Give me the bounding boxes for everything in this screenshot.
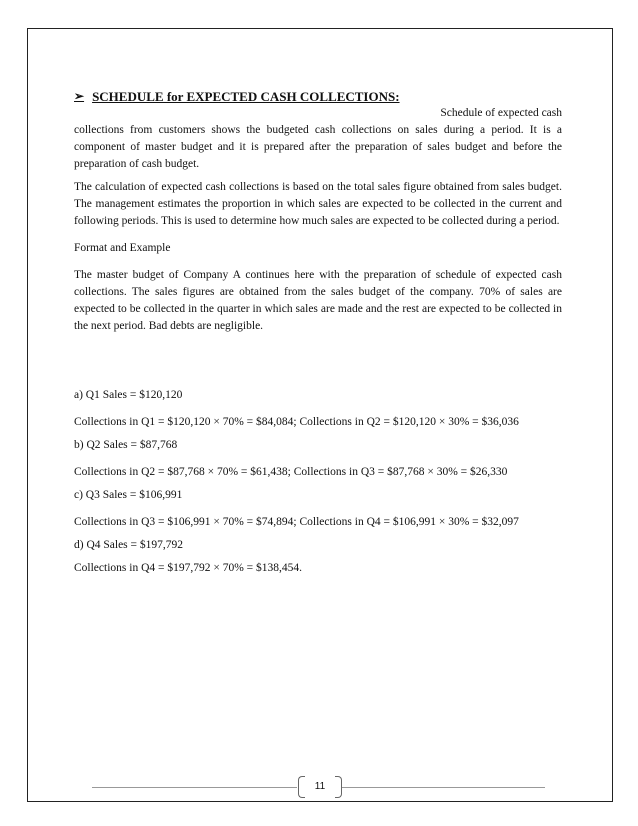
page-number-box: [298, 776, 342, 798]
example-paragraph: The master budget of Company A continues here with the preparation of schedule of expected cash collections. The sales figures are obtained from the sales budget of the company. 70% of sales are expected to be collected in the quarter in which sales are made and the rest are expected to be collected in the next period. Bad debts are negligible.: [74, 269, 562, 332]
item-calculation: Collections in Q2 = $87,768 × 70% = $61,438; Collections in Q3 = $87,768 × 30% = $26,330: [74, 466, 508, 478]
format-label: Format and Example: [74, 242, 171, 254]
section-heading: [74, 88, 562, 105]
item-label: c) Q3 Sales = $106,991: [74, 489, 183, 501]
left-bracket-icon: [298, 776, 305, 798]
collections-list: [74, 387, 562, 577]
footer-rule-left: [92, 787, 297, 788]
intro-paragraph: collections from customers shows the budgeted cash collections on sales during a period. It is a component of master budget and it is prepared after the preparation of sales budget and before the preparation of cash budget.: [74, 124, 562, 170]
item-label: b) Q2 Sales = $87,768: [74, 439, 178, 451]
item-calculation: Collections in Q3 = $106,991 × 70% = $74,894; Collections in Q4 = $106,991 × 30% = $32,097: [74, 516, 519, 528]
footer-rule-right: [342, 787, 545, 788]
right-bracket-icon: [335, 776, 342, 798]
item-label: d) Q4 Sales = $197,792: [74, 539, 184, 551]
arrow-bullet-icon: ➢: [74, 89, 85, 103]
page-number: 11: [314, 781, 326, 792]
document-body: [74, 88, 562, 577]
item-calculation: Collections in Q1 = $120,120 × 70% = $84,084; Collections in Q2 = $120,120 × 30% = $36,036: [74, 416, 519, 428]
intro-line-right: Schedule of expected cash: [440, 107, 562, 119]
section-title: SCHEDULE for EXPECTED CASH COLLECTIONS:: [92, 89, 400, 104]
calculation-paragraph: The calculation of expected cash collections is based on the total sales figure obtained from sales budget. The management estimates the proportion in which sales are expected to be collected in the current and following periods. This is used to determine how much sales are expected to be collected during a period.: [74, 181, 562, 227]
item-label: a) Q1 Sales = $120,120: [74, 389, 183, 401]
item-calculation: Collections in Q4 = $197,792 × 70% = $138,454.: [74, 562, 303, 574]
